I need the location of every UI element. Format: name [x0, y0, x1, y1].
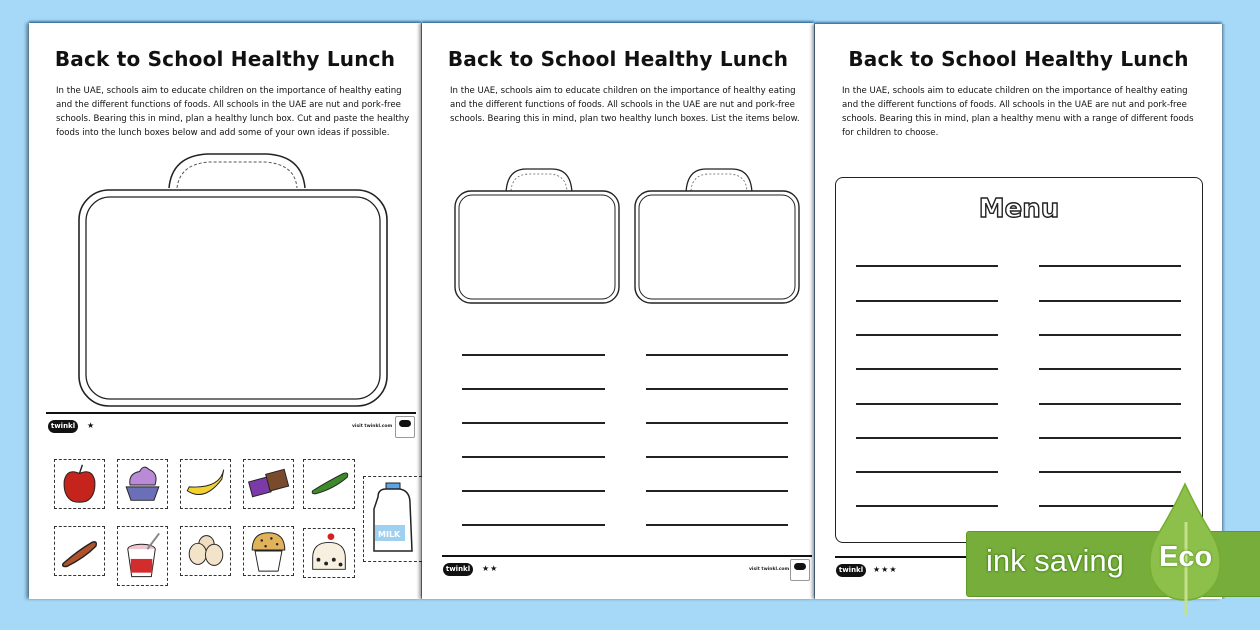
food-card-yogurt[interactable] — [117, 526, 168, 586]
worksheet-page-2 — [422, 23, 814, 599]
write-line[interactable] — [646, 524, 788, 526]
food-card-chocolate[interactable] — [243, 459, 294, 509]
intro-text: In the UAE, schools aim to educate children on the importance of healthy eating and the different functions of foods. All schools in the UAE are nut and pork-free schools. Bearing this in mind, plan two healthy lunch boxes. List the items below. — [450, 86, 800, 124]
food-card-milk[interactable] — [363, 476, 422, 562]
yogurt-icon — [118, 527, 167, 585]
sausage-icon — [55, 527, 104, 575]
menu-line[interactable] — [856, 300, 998, 302]
food-card-muffin[interactable] — [243, 526, 294, 576]
banana-icon — [181, 460, 230, 508]
food-card-cake[interactable] — [303, 528, 355, 578]
menu-line[interactable] — [856, 334, 998, 336]
write-line[interactable] — [462, 524, 605, 526]
apple-icon — [55, 460, 104, 508]
visit-link: visit twinkl.com — [352, 424, 393, 429]
menu-line[interactable] — [1039, 471, 1181, 473]
menu-line[interactable] — [856, 265, 998, 267]
food-card-cucumber[interactable] — [303, 459, 355, 509]
cupcake-icon — [118, 460, 167, 508]
menu-line[interactable] — [1039, 437, 1181, 439]
intro-text: In the UAE, schools aim to educate children on the importance of healthy eating and the different functions of foods. All schools in the UAE are nut and pork-free schools. Bearing this in mind, plan a healthy menu with a range of different foods for children to choose. — [842, 86, 1194, 138]
write-line[interactable] — [462, 456, 605, 458]
visit-link: visit twinkl.com — [749, 567, 790, 572]
twinkl-logo: twinkl — [443, 563, 473, 576]
page-title: Back to School Healthy Lunch — [848, 47, 1189, 71]
intro-text: In the UAE, schools aim to educate children on the importance of healthy eating and the different functions of foods. All schools in the UAE are nut and pork-free schools. Bearing this in mind, plan a healthy lunch box. Cut and paste the healthy foods into the lunch boxes below and add some of your own ideas if possible. — [56, 86, 410, 138]
menu-line[interactable] — [1039, 403, 1181, 405]
page-title: Back to School Healthy Lunch — [54, 47, 396, 71]
write-line[interactable] — [646, 490, 788, 492]
quality-badge-icon — [790, 559, 810, 581]
difficulty-stars: ★★ — [482, 564, 499, 573]
eggs-icon — [181, 527, 230, 575]
cucumber-icon — [304, 460, 354, 508]
menu-line[interactable] — [856, 403, 998, 405]
lunchbox-outline-1 — [454, 165, 622, 305]
write-line[interactable] — [462, 422, 605, 424]
twinkl-logo: twinkl — [836, 564, 866, 577]
chocolate-bar-icon — [244, 460, 293, 508]
write-line[interactable] — [462, 490, 605, 492]
write-line[interactable] — [462, 354, 605, 356]
write-line[interactable] — [646, 388, 788, 390]
svg-text:MILK: MILK — [378, 530, 401, 539]
food-card-sausage[interactable] — [54, 526, 105, 576]
difficulty-stars: ★ — [87, 421, 96, 430]
worksheet-page-1 — [29, 23, 421, 599]
page-title: Back to School Healthy Lunch — [447, 47, 789, 71]
footer-rule — [442, 555, 812, 557]
eco-label: Eco — [1159, 541, 1213, 573]
food-card-apple[interactable] — [54, 459, 105, 509]
difficulty-stars: ★★★ — [873, 565, 898, 574]
menu-line[interactable] — [1039, 368, 1181, 370]
menu-line[interactable] — [856, 471, 998, 473]
write-line[interactable] — [646, 456, 788, 458]
menu-line[interactable] — [1039, 300, 1181, 302]
menu-line[interactable] — [1039, 265, 1181, 267]
lunchbox-outline-2 — [634, 165, 802, 305]
menu-line[interactable] — [856, 437, 998, 439]
ink-saving-text: ink saving — [986, 543, 1124, 578]
write-line[interactable] — [646, 422, 788, 424]
lunchbox-outline — [77, 148, 389, 408]
food-card-eggs[interactable] — [180, 526, 231, 576]
food-card-banana[interactable] — [180, 459, 231, 509]
milk-icon — [364, 477, 422, 561]
muffin-icon — [244, 527, 293, 575]
menu-line[interactable] — [856, 368, 998, 370]
write-line[interactable] — [646, 354, 788, 356]
footer-rule — [46, 412, 416, 414]
menu-line[interactable] — [856, 505, 998, 507]
quality-badge-icon — [395, 416, 415, 438]
food-card-cupcake[interactable] — [117, 459, 168, 509]
cake-icon — [304, 529, 354, 577]
menu-line[interactable] — [1039, 334, 1181, 336]
menu-title: Menu — [978, 194, 1060, 224]
twinkl-logo: twinkl — [48, 420, 78, 433]
write-line[interactable] — [462, 388, 605, 390]
